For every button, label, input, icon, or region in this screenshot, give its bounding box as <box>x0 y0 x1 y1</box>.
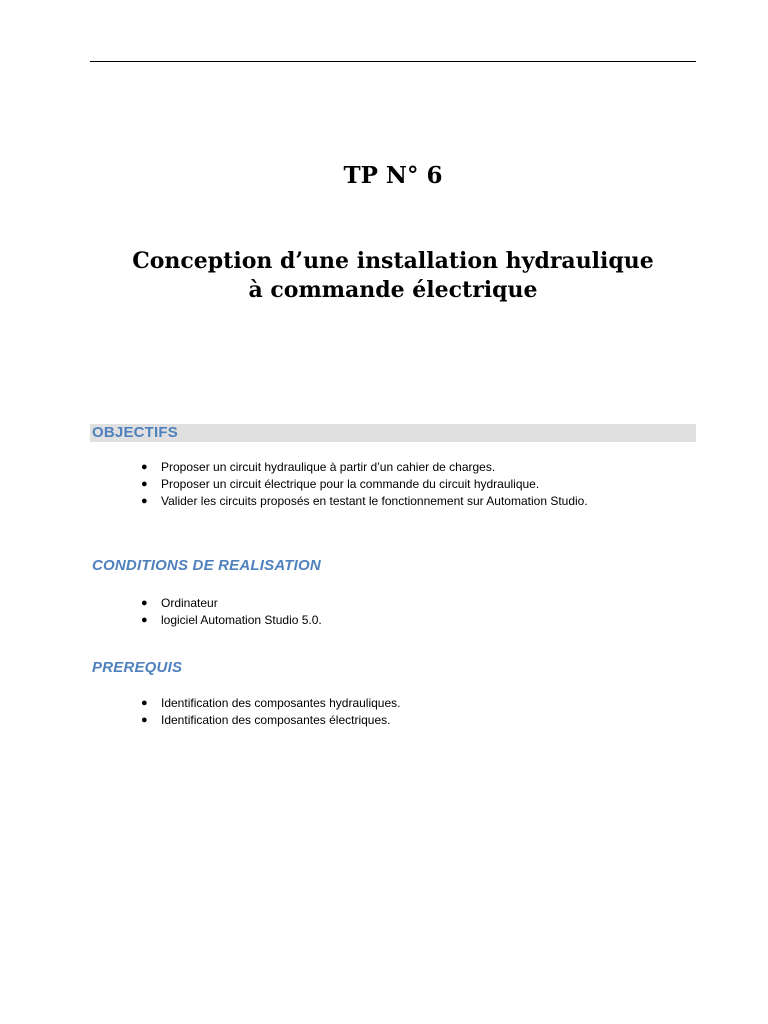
bullet-icon: ● <box>141 614 148 626</box>
header-rule <box>90 61 696 62</box>
list-item: ● Ordinateur <box>141 596 218 610</box>
bullet-icon: ● <box>141 478 148 490</box>
conditions-heading: CONDITIONS DE REALISATION <box>92 557 321 574</box>
document-title <box>90 247 696 305</box>
prerequis-list <box>141 695 401 729</box>
objectifs-list <box>141 459 588 510</box>
objectifs-heading: OBJECTIFS <box>90 424 696 442</box>
prerequis-heading: PREREQUIS <box>92 659 183 676</box>
document-title-line-2: à commande électrique <box>248 277 538 303</box>
bullet-icon: ● <box>141 495 148 507</box>
list-item: ● Proposer un circuit électrique pour la commande du circuit hydraulique. <box>141 477 540 491</box>
document-title-line-1: Conception d’une installation hydraulique <box>132 248 654 274</box>
tp-number-title: TP N° 6 <box>343 162 443 189</box>
bullet-icon: ● <box>141 714 148 726</box>
bullet-icon: ● <box>141 597 148 609</box>
conditions-list <box>141 595 322 629</box>
list-item: ● Proposer un circuit hydraulique à partir d’un cahier de charges. <box>141 460 496 474</box>
bullet-icon: ● <box>141 697 148 709</box>
list-item: ● logiciel Automation Studio 5.0. <box>141 613 322 627</box>
list-item: ● Identification des composantes hydrauliques. <box>141 696 401 710</box>
list-item: ● Identification des composantes électriques. <box>141 713 391 727</box>
bullet-icon: ● <box>141 461 148 473</box>
list-item: ● Valider les circuits proposés en testant le fonctionnement sur Automation Studio. <box>141 494 588 508</box>
